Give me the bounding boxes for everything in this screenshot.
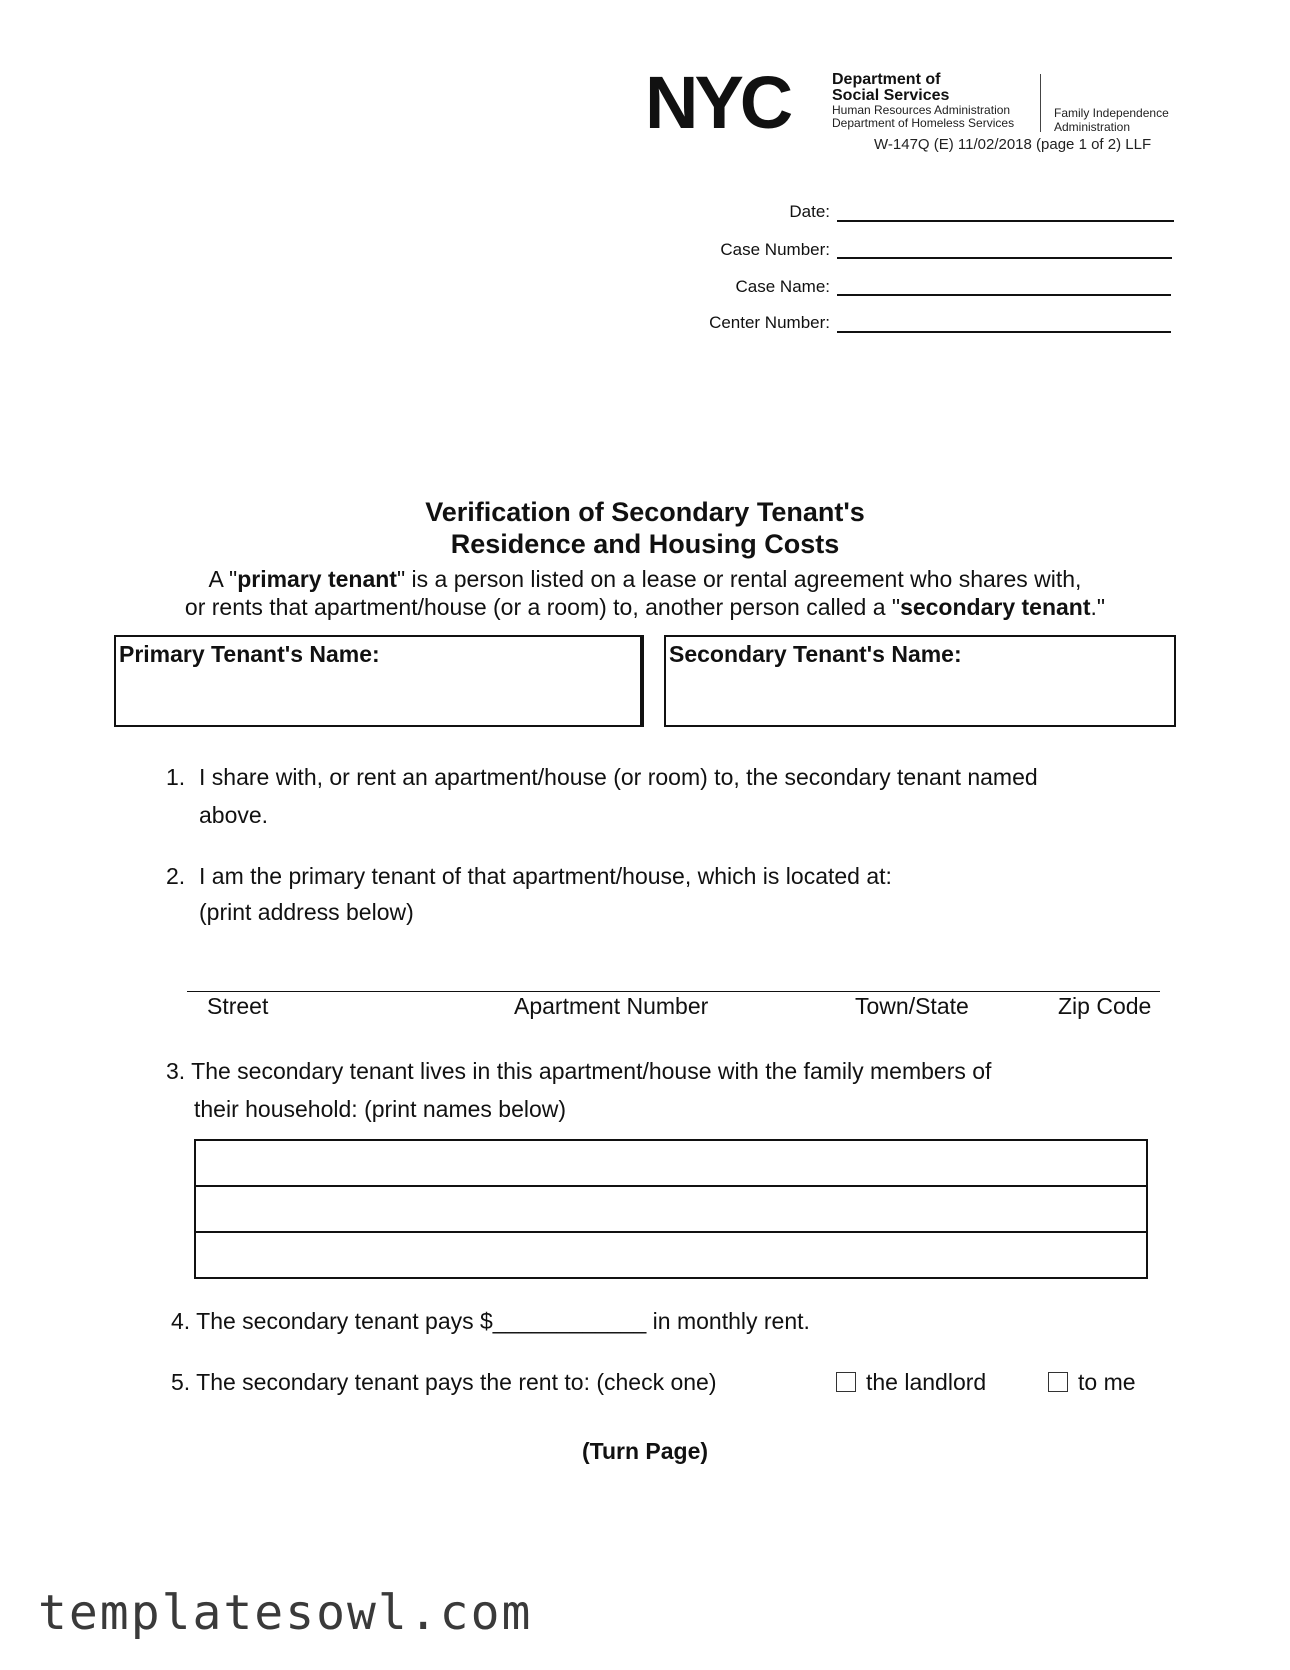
item-2-number: 2. [166, 863, 186, 889]
case-number-label: Case Number: [720, 240, 830, 259]
secondary-tenant-name-box[interactable] [664, 635, 1176, 727]
page-subtitle: Residence and Housing Costs [450, 529, 840, 559]
fia-line1: Family Independence [1054, 106, 1169, 120]
address-apartment-label: Apartment Number [514, 993, 709, 1019]
monthly-rent-field[interactable]: ____________ [492, 1308, 647, 1334]
nyc-logo-text: NYC [645, 72, 790, 136]
item-3-text: 3. The secondary tenant lives in this apartment/house with the family members of their household: (print names below) [166, 1058, 992, 1122]
option-landlord[interactable] [836, 1363, 986, 1401]
date-label: Date: [789, 202, 830, 221]
address-street-label: Street [207, 993, 269, 1019]
landlord-checkbox[interactable] [836, 1372, 856, 1392]
watermark: templatesowl.com [38, 1585, 533, 1641]
center-number-field[interactable] [837, 331, 1171, 333]
item-1-number: 1. [166, 764, 186, 790]
dept-line1: Department of [832, 71, 941, 88]
option-to-me-label: to me [1078, 1369, 1136, 1395]
address-town-label: Town/State [855, 993, 969, 1019]
term-primary-tenant: primary tenant [237, 566, 397, 592]
item-2-text: I am the primary tenant of that apartment/house, which is located at: (print address below) [199, 863, 892, 925]
department-block [832, 72, 1014, 130]
date-field[interactable] [837, 220, 1174, 222]
fia-line2: Administration [1054, 120, 1131, 134]
case-number-field[interactable] [837, 257, 1172, 259]
household-name-row[interactable] [196, 1141, 1146, 1187]
intro-line1: A "primary tenant" is a person listed on a lease or rental agreement who shares with, [208, 566, 1082, 592]
primary-tenant-name-box[interactable] [114, 635, 644, 727]
center-number-label: Center Number: [709, 313, 830, 332]
secondary-tenant-name-label: Secondary Tenant's Name: [669, 641, 962, 667]
option-to-me[interactable] [1048, 1363, 1136, 1401]
primary-tenant-name-label: Primary Tenant's Name: [119, 641, 380, 667]
dept-sub1: Human Resources Administration [832, 103, 1011, 117]
to-me-checkbox[interactable] [1048, 1372, 1068, 1392]
turn-page-note: (Turn Page) [581, 1438, 709, 1464]
dept-line2: Social Services [832, 87, 950, 104]
intro-line2: or rents that apartment/house (or a room) to, another person called a "secondary tenant." [184, 594, 1106, 620]
item-4-text: 4. The secondary tenant pays $____________ in monthly rent. [171, 1308, 810, 1334]
fia-block [1054, 106, 1169, 134]
form-code: W-147Q (E) 11/02/2018 (page 1 of 2) LLF [874, 136, 1152, 153]
dept-sub2: Department of Homeless Services [832, 116, 1015, 130]
item-5-text: 5. The secondary tenant pays the rent to: (check one) [171, 1369, 717, 1395]
term-secondary-tenant: secondary tenant [900, 594, 1091, 620]
household-name-row[interactable] [196, 1187, 1146, 1233]
nyc-logo [645, 72, 825, 136]
case-name-label: Case Name: [735, 277, 830, 296]
household-name-row[interactable] [196, 1233, 1146, 1277]
address-field[interactable] [187, 991, 1160, 992]
option-landlord-label: the landlord [866, 1369, 987, 1395]
address-zip-label: Zip Code [1058, 993, 1152, 1019]
header-divider [1040, 74, 1041, 132]
case-name-field[interactable] [837, 294, 1171, 296]
page-title: Verification of Secondary Tenant's [425, 497, 865, 527]
item-1-text: I share with, or rent an apartment/house (or room) to, the secondary tenant named above. [199, 764, 1038, 828]
household-names-table [194, 1139, 1148, 1279]
